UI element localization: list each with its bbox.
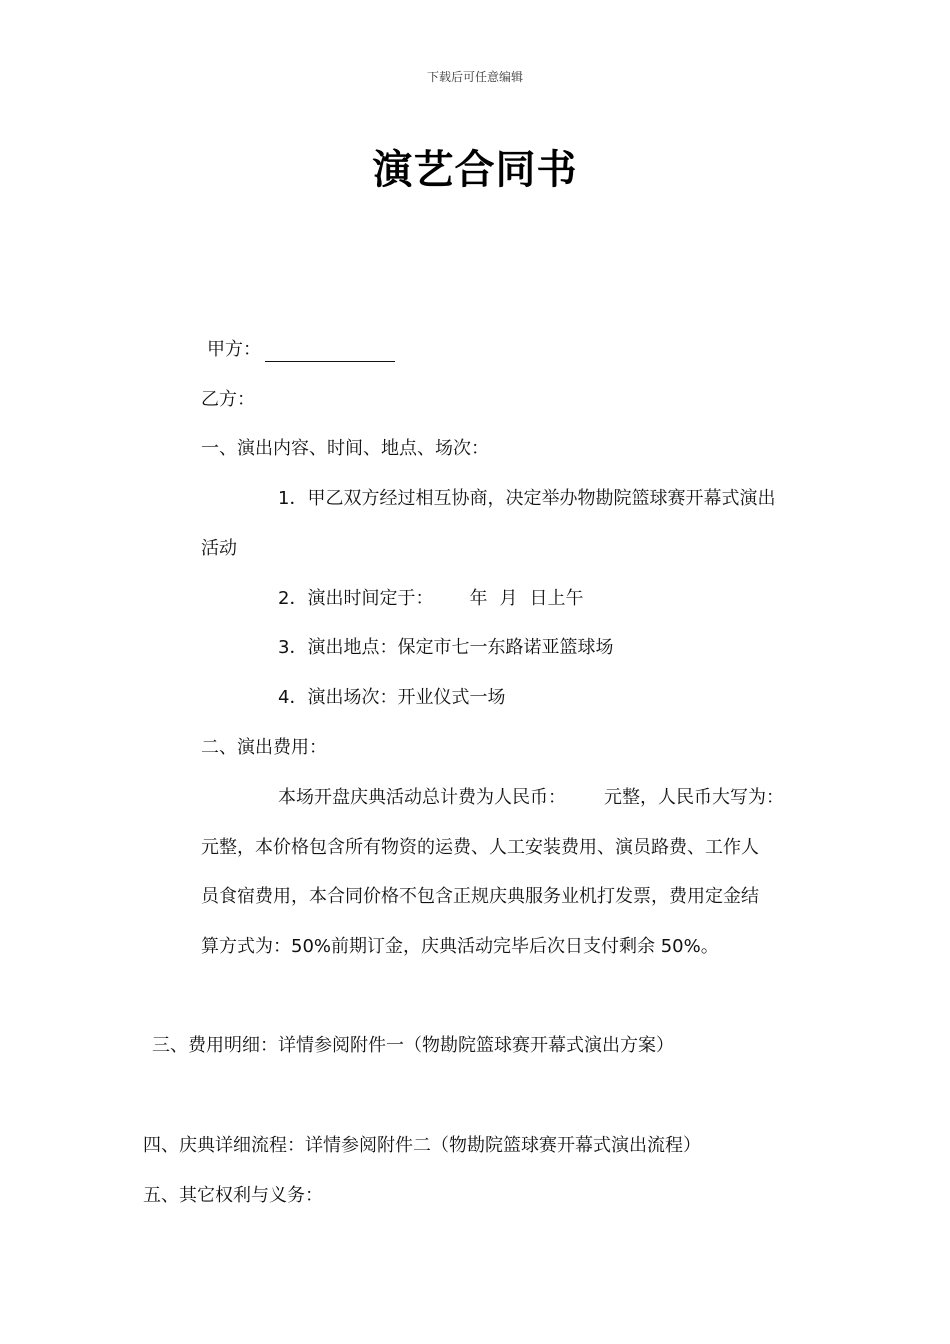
section1-item2	[278, 587, 583, 611]
header-note: 下载后可任意编辑	[426, 70, 523, 84]
section1-item1-line1: 1．甲乙双方经过相互协商，决定举办物勘院篮球赛开幕式演出	[278, 488, 776, 509]
section3-line: 三、费用明细：详情参阅附件一（物勘院篮球赛开幕式演出方案）	[152, 1035, 674, 1056]
section2-para-line3: 员食宿费用，本合同价格不包含正规庆典服务业机打发票，费用定金结	[201, 886, 759, 907]
document-title: 演艺合同书	[372, 147, 578, 193]
fee-text-b: 元整，人民币大写为：	[604, 787, 784, 808]
item2-month: 月	[499, 588, 518, 609]
item2-prefix: 2．演出时间定于：	[278, 588, 434, 609]
section1-item3: 3．演出地点：保定市七一东路诺亚篮球场	[278, 637, 614, 658]
section2-heading: 二、演出费用：	[201, 737, 327, 758]
item2-year: 年	[469, 588, 488, 609]
section2-para-line4: 算方式为：50%前期订金，庆典活动完毕后次日支付剩余 50%。	[201, 936, 719, 957]
section1-item4: 4．演出场次：开业仪式一场	[278, 687, 506, 708]
section2-para-line2: 元整，本价格包含所有物资的运费、人工安装费用、演员路费、工作人	[201, 837, 759, 858]
party-a-line	[207, 338, 395, 362]
section4-line: 四、庆典详细流程：详情参阅附件二（物勘院篮球赛开幕式演出流程）	[143, 1135, 701, 1156]
party-a-label: 甲方：	[207, 339, 261, 360]
section5-heading: 五、其它权利与义务：	[143, 1185, 323, 1206]
party-a-blank	[265, 343, 395, 362]
section2-para-line1	[278, 786, 784, 810]
section1-item1-line2: 活动	[201, 538, 237, 559]
item2-day: 日上午	[529, 588, 584, 609]
fee-text-a: 本场开盘庆典活动总计费为人民币：	[278, 787, 566, 808]
party-b-label: 乙方：	[201, 389, 255, 410]
section1-heading: 一、演出内容、时间、地点、场次：	[201, 438, 489, 459]
